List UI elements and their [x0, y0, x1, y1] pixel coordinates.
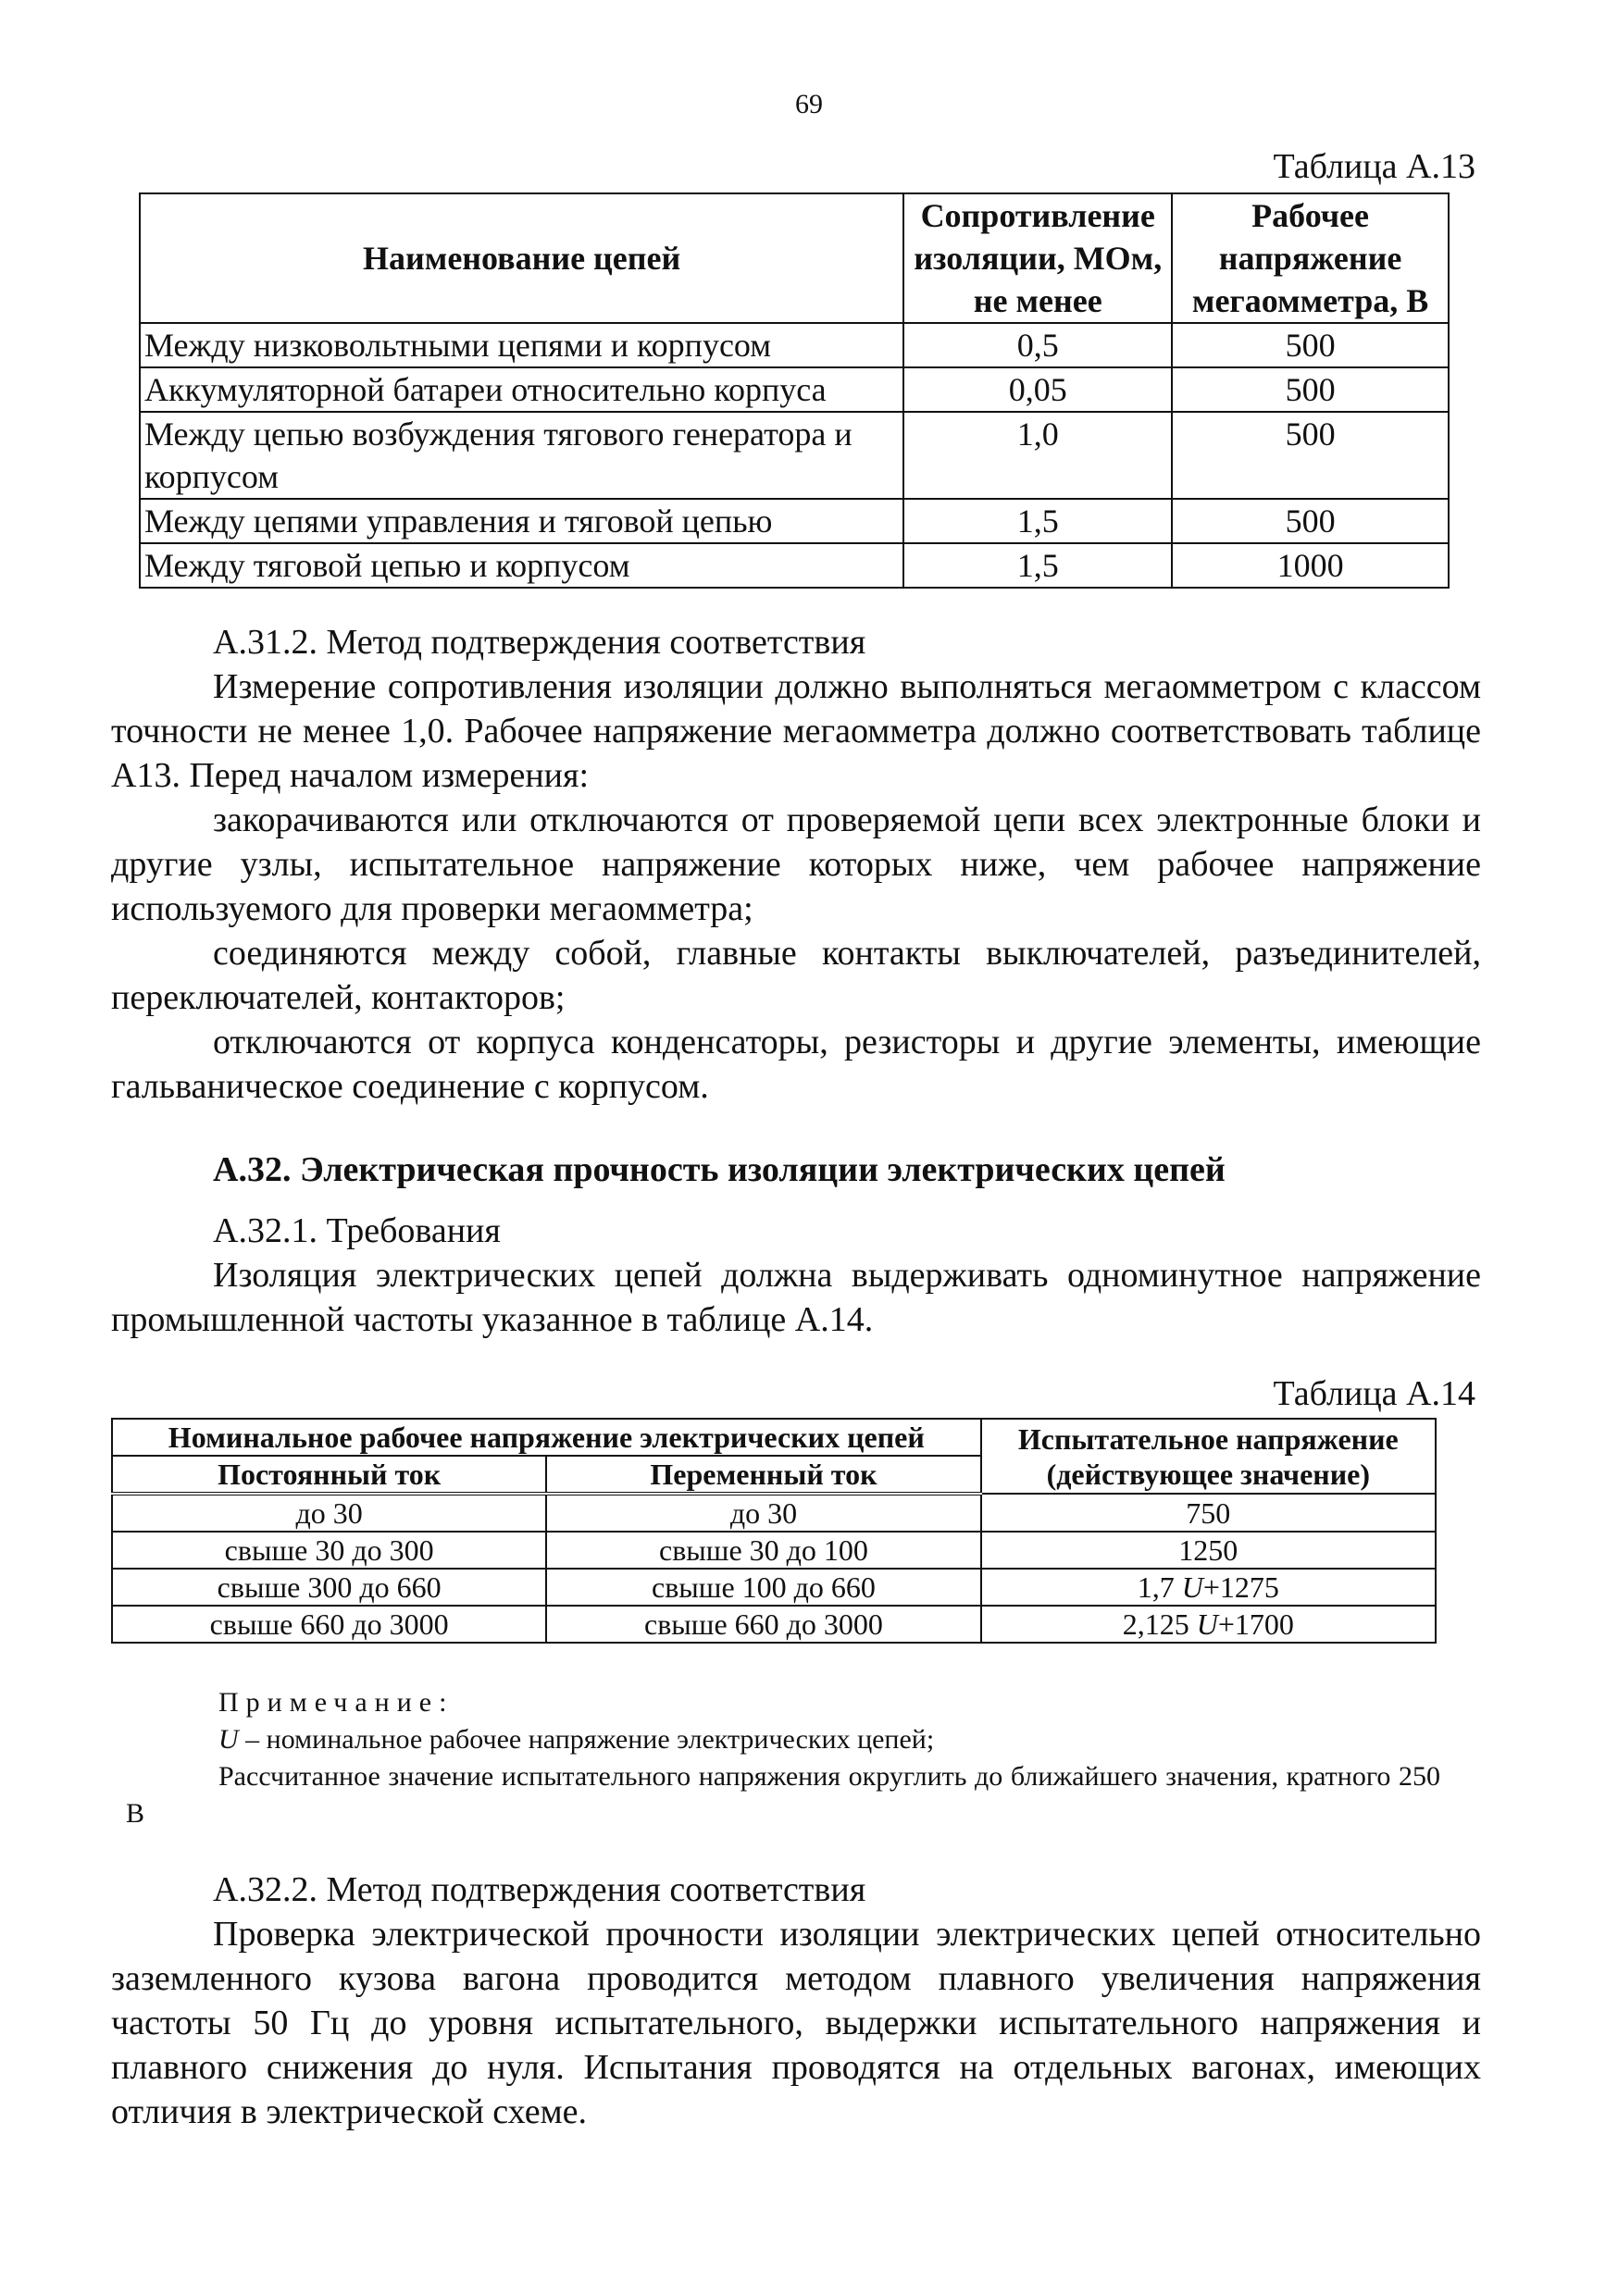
table-cell-name: Между цепью возбуждения тягового генератора и корпусом — [140, 412, 903, 499]
table-row — [140, 412, 1449, 499]
table-cell-dc: свыше 660 до 3000 — [112, 1606, 546, 1643]
note-line: – номинальное рабочее напряжение электрических цепей; — [238, 1724, 935, 1755]
table-cell-voltage: 500 — [1172, 367, 1449, 412]
page-number: 69 — [795, 89, 823, 119]
table-a14-header-dc: Постоянный ток — [112, 1456, 546, 1494]
section-subtitle: А.32.1. Требования — [213, 1211, 501, 1250]
table-cell-dc: до 30 — [112, 1494, 546, 1532]
table-cell-voltage: 500 — [1172, 412, 1449, 499]
table-row — [112, 1494, 1436, 1532]
table-row — [112, 1606, 1436, 1643]
table-cell-ac: до 30 — [546, 1494, 980, 1532]
table-cell-dc: свыше 300 до 660 — [112, 1569, 546, 1606]
table-cell-test: 750 — [981, 1494, 1436, 1532]
section-a32-2 — [111, 1868, 1481, 2134]
paragraph: Измерение сопротивления изоляции должно выполняться мегаомметром с классом точности не менее 1,0. Рабочее напряжение мегаомметра должно соответствовать таблице А13. Перед началом измерения: — [111, 667, 1481, 795]
paragraph: Проверка электрической прочности изоляции электрических цепей относительно заземленного кузова вагона проводится методом плавного увеличения напряжения частоты 50 Гц до уровня испытательного, выдержки испытательного напряжения и плавного снижения до нуля. Испытания проводятся на отдельных вагонах, имеющих отличия в электрической схеме. — [111, 1915, 1481, 2131]
table-cell-ac: свыше 100 до 660 — [546, 1569, 980, 1606]
table-a14-note — [126, 1684, 1440, 1832]
note-variable: U — [218, 1724, 239, 1755]
table-row — [140, 323, 1449, 367]
paragraph: отключаются от корпуса конденсаторы, резисторы и другие элементы, имеющие гальваническое соединение с корпусом. — [111, 1023, 1481, 1106]
table-cell-name: Между низковольтными цепями и корпусом — [140, 323, 903, 367]
table-cell-voltage: 500 — [1172, 323, 1449, 367]
table-cell-name: Между цепями управления и тяговой цепью — [140, 499, 903, 543]
section-title: А.31.2. Метод подтверждения соответствия — [213, 623, 866, 662]
section-heading: А.32. Электрическая прочность изоляции электрических цепей — [213, 1150, 1226, 1189]
table-a13-caption: Таблица А.13 — [1273, 147, 1475, 186]
test-formula-rest: +1275 — [1202, 1570, 1279, 1604]
table-cell-ac: свыше 660 до 3000 — [546, 1606, 980, 1643]
table-a13-header-voltage: Рабочее напряжение мегаомметра, В — [1172, 193, 1449, 323]
table-a13-header-resistance: Сопротивление изоляции, МОм, не менее — [903, 193, 1172, 323]
table-row — [140, 543, 1449, 588]
section-a32 — [111, 1148, 1481, 1342]
test-formula-coefficient: 1,7 U — [1137, 1570, 1203, 1604]
paragraph: закорачиваются или отключаются от проверяемой цепи всех электронные блоки и другие узлы, испытательное напряжение которых ниже, чем рабочее напряжение используемого для проверки мегаомметра; — [111, 800, 1481, 928]
table-row — [112, 1569, 1436, 1606]
table-a14-header-group: Номинальное рабочее напряжение электрических цепей — [112, 1419, 981, 1456]
table-row — [112, 1532, 1436, 1569]
test-formula-rest: +1700 — [1217, 1607, 1294, 1641]
paragraph: соединяются между собой, главные контакты выключателей, разъединителей, переключателей, контакторов; — [111, 934, 1481, 1017]
note-line: Рассчитанное значение испытательного напряжения округлить до ближайшего значения, кратного 250 В — [126, 1761, 1440, 1829]
table-cell-voltage: 1000 — [1172, 543, 1449, 588]
table-cell-resistance: 1,0 — [903, 412, 1172, 499]
table-cell-test — [981, 1606, 1436, 1643]
section-a31-2 — [111, 620, 1481, 1109]
table-cell-resistance: 1,5 — [903, 499, 1172, 543]
table-cell-dc: свыше 30 до 300 — [112, 1532, 546, 1569]
section-title: А.32.2. Метод подтверждения соответствия — [213, 1870, 866, 1909]
table-cell-test — [981, 1569, 1436, 1606]
table-a14-caption: Таблица А.14 — [1273, 1374, 1475, 1413]
paragraph: Изоляция электрических цепей должна выдерживать одноминутное напряжение промышленной частоты указанное в таблице А.14. — [111, 1256, 1481, 1339]
table-cell-name: Между тяговой цепью и корпусом — [140, 543, 903, 588]
table-cell-ac: свыше 30 до 100 — [546, 1532, 980, 1569]
table-row — [140, 367, 1449, 412]
table-cell-test: 1250 — [981, 1532, 1436, 1569]
test-formula-coefficient: 2,125 U — [1122, 1607, 1218, 1641]
table-a14-header-ac: Переменный ток — [546, 1456, 980, 1494]
table-cell-resistance: 1,5 — [903, 543, 1172, 588]
table-a13-header-name: Наименование цепей — [140, 193, 903, 323]
note-title: Примечание: — [218, 1687, 454, 1718]
table-cell-resistance: 0,05 — [903, 367, 1172, 412]
table-a13 — [139, 192, 1450, 589]
table-row — [140, 499, 1449, 543]
table-a14-header-test: Испытательное напряжение (действующее значение) — [981, 1419, 1436, 1494]
table-cell-resistance: 0,5 — [903, 323, 1172, 367]
table-cell-voltage: 500 — [1172, 499, 1449, 543]
table-a14 — [111, 1418, 1437, 1644]
table-cell-name: Аккумуляторной батареи относительно корпуса — [140, 367, 903, 412]
